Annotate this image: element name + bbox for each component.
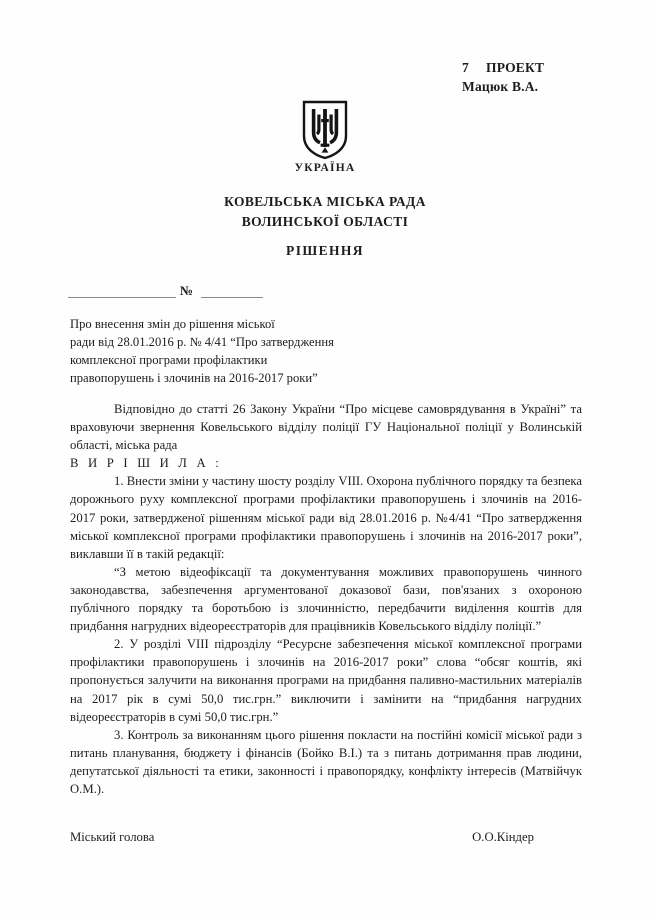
- document-body: [70, 400, 582, 798]
- number-blank-rule: [201, 297, 263, 298]
- document-type-heading: РІШЕННЯ: [286, 243, 364, 258]
- draft-stamp-author: Мацюк В.А.: [462, 79, 539, 95]
- date-number-line: [68, 283, 298, 301]
- resolved-keyword: В И Р І Ш И Л А :: [70, 456, 222, 471]
- subject-line: ради від 28.01.2016 р. № 4/41 “Про затвердження: [70, 334, 334, 349]
- date-blank-rule: [68, 297, 176, 298]
- preamble-paragraph: Відповідно до статті 26 Закону України “Про місцеве самоврядування в Україні” та враховуючи звернення Ковельського відділу поліції ГУ Національної поліції у Волинській області, міська рада: [70, 402, 582, 453]
- emblem-caption: УКРАЇНА: [294, 162, 356, 174]
- subject-line: Про внесення змін до рішення міської: [70, 317, 275, 331]
- number-sign: №: [180, 283, 194, 298]
- subject-line: комплексної програми профілактики: [70, 352, 268, 367]
- draft-stamp-title-row: [462, 58, 622, 77]
- decision-item-1: 1. Внести зміни у частину шосту розділу VIII. Охорона публічного порядку та безпека дорожнього руху комплексної програми профілактики правопорушень і злочинів на 2016-2017 роки, затвердженої рішенням міської ради від 28.01.2016 р. №4/41 “Про затвердження міської комплексної програми профілактики правопорушень і злочинів на 2016-2017 роки”, виклавши її в такій редакції:: [70, 474, 582, 561]
- ukraine-trident-coat-of-arms-icon: [302, 100, 348, 160]
- signatory-post: Міський голова: [70, 830, 155, 844]
- signatory-name: О.О.Кіндер: [472, 830, 534, 844]
- subject-block: [70, 316, 400, 388]
- subject-line: правопорушень і злочинів на 2016-2017 роки”: [70, 370, 318, 385]
- emblem-block: [0, 100, 650, 174]
- council-name-line1: КОВЕЛЬСЬКА МІСЬКА РАДА: [224, 194, 426, 209]
- signature-block: [70, 830, 582, 845]
- draft-stamp: [462, 58, 622, 96]
- council-heading: [0, 192, 650, 231]
- decision-item-3: 3. Контроль за виконанням цього рішення покласти на постійні комісії міської ради з питань планування, бюджету і фінансів (Бойко В.І.) та з питань дотримання прав людини, депутатської діяльності та етики, законності і правопорядку, конфлікту інтересів (Матвійчук О.М.).: [70, 727, 582, 796]
- decision-item-1-quote: “З метою відеофіксації та документування можливих правопорушень чинного законодавства, забезпечення аргументованої доказової бази, пов'язаних з охороною публічного порядку та боротьбою із злочинністю, передбачити виділення коштів для придбання нагрудних відеореєстраторів для працівників Ковельського відділу поліції.”: [70, 564, 582, 634]
- council-name-line2: ВОЛИНСЬКОЇ ОБЛАСТІ: [241, 213, 409, 229]
- draft-stamp-number: 7: [462, 60, 469, 75]
- draft-stamp-label: ПРОЕКТ: [486, 60, 545, 75]
- decision-item-2: 2. У розділі VIII підрозділу “Ресурсне забезпечення міської комплексної програми профілактики правопорушень і злочинів на 2016-2017 роки” слова “обсяг коштів, які пропонується залучити на виконання програми на придбання паливно-мастильних матеріалів на 2017 рік в сумі 50,0 тис.грн.” виключити і замінити на “придбання нагрудних відеореєстраторів в сумі 50,0 тис.грн.”: [70, 637, 582, 724]
